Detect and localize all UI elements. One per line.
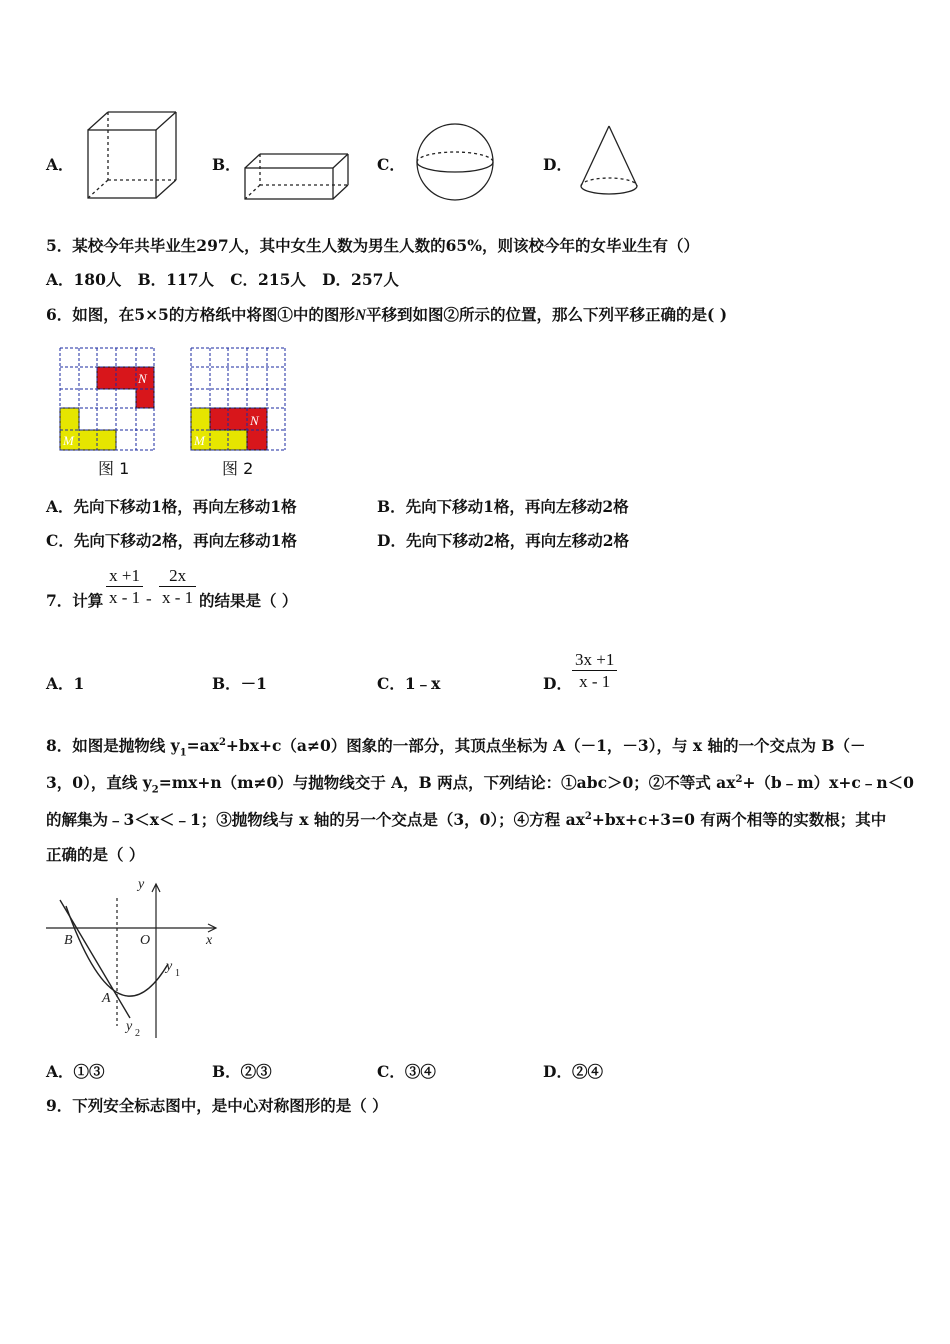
cuboid-figure — [242, 150, 352, 202]
q6-figure-2 — [189, 346, 289, 452]
q8-option-d: D．②④ — [543, 1062, 603, 1081]
q8-line-1-part-b: =ax — [186, 736, 219, 756]
graph-label-y1: y — [166, 959, 173, 974]
q8-line-2-subscript: 2 — [151, 784, 159, 796]
q8-line-2 — [46, 770, 914, 800]
q6-figure-2-caption: 图 2 — [222, 459, 254, 478]
cube-figure — [82, 110, 182, 200]
q6-figure-1 — [58, 346, 158, 452]
q9-stem: 9．下列安全标志图中，是中心对称图形的是（ ） — [46, 1096, 388, 1115]
q4-option-a-label: A． — [46, 155, 74, 174]
q6-stem-variable: N — [354, 307, 367, 324]
q7-suffix: 的结果是（ ） — [199, 591, 298, 610]
q8-option-c: C．③④ — [377, 1062, 436, 1081]
graph-label-y: y — [138, 877, 145, 892]
q7-fraction-1-denominator: x - 1 — [109, 588, 141, 607]
q8-line-3-part-a: 的解集为﹣3＜x＜﹣1；③抛物线与 x 轴的另一个交点是（3，0）；④方程 ax — [46, 810, 585, 830]
q8-line-3-superscript: 2 — [584, 811, 592, 822]
q7-fraction-2-denominator: x - 1 — [162, 588, 194, 607]
q6-stem — [46, 305, 727, 326]
q8-line-2-part-b: =mx+n（m≠0）与抛物线交于 A，B 两点，下列结论：①abc＞0；②不等式 ax — [158, 773, 736, 793]
q6-stem-part2: 平移到如图②所示的位置，那么下列平移正确的是( ) — [366, 305, 728, 324]
q4-option-c-label: C． — [377, 155, 405, 174]
q7-option-b: B．－1 — [212, 674, 267, 693]
graph-label-b: B — [64, 933, 73, 948]
q8-parabola-graph — [44, 876, 224, 1046]
q7-option-d-fraction — [572, 650, 617, 693]
q8-line-1 — [46, 733, 866, 763]
q8-line-1-superscript: 2 — [218, 737, 226, 748]
graph-label-x: x — [206, 933, 213, 948]
figure1-label-n: N — [138, 371, 147, 386]
q6-figure-1-caption: 图 1 — [98, 459, 130, 478]
q7-option-d-numerator: 3x +1 — [572, 650, 617, 671]
q7-fraction-1-numerator: x +1 — [106, 566, 143, 587]
graph-label-y2-sub: 2 — [135, 1028, 140, 1039]
q8-line-4: 正确的是（ ） — [46, 845, 145, 864]
q6-option-d: D．先向下移动2格，再向左移动2格 — [377, 531, 630, 550]
graph-label-y1-sub: 1 — [175, 968, 180, 979]
q5-options: A．180人 B．117人 C．215人 D．257人 — [46, 270, 399, 289]
q8-line-2-superscript: 2 — [735, 774, 743, 785]
q7-option-d-denominator: x - 1 — [579, 672, 611, 691]
q7-fraction-1 — [106, 566, 143, 609]
figure1-label-m: M — [63, 433, 74, 448]
q7-fraction-2 — [159, 566, 196, 609]
graph-label-origin: O — [140, 933, 151, 948]
q8-line-1-part-a: 8．如图是抛物线 y — [46, 736, 180, 756]
graph-label-y2: y — [126, 1019, 133, 1034]
q8-option-b: B．②③ — [212, 1062, 272, 1081]
q7-option-c: C．1﹣x — [377, 674, 441, 693]
q6-option-b: B．先向下移动1格，再向左移动2格 — [377, 497, 629, 516]
q8-line-3-part-b: +bx+c+3=0 有两个相等的实数根；其中 — [591, 810, 887, 830]
q6-stem-part1: 6．如图，在5×5的方格纸中将图①中的图形 — [46, 305, 355, 324]
figure2-label-m: M — [194, 433, 205, 448]
q8-line-2-part-c: +（b﹣m）x+c﹣n＜0 — [742, 773, 914, 793]
q4-option-b-label: B． — [212, 155, 241, 174]
sphere-figure — [414, 122, 496, 202]
q8-line-1-subscript: 1 — [179, 747, 187, 759]
q4-option-d-label: D． — [543, 155, 572, 174]
q8-option-a: A．①③ — [46, 1062, 105, 1081]
line-y2 — [60, 900, 130, 1018]
q5-stem: 5．某校今年共毕业生297人，其中女生人数为男生人数的65%，则该校今年的女毕业生有（） — [46, 236, 699, 255]
q7-fraction-2-numerator: 2x — [159, 566, 196, 587]
graph-label-a: A — [102, 991, 111, 1006]
q7-option-d-label: D． — [543, 674, 572, 693]
figure2-label-n: N — [250, 413, 259, 428]
q7-prefix: 7．计算 — [46, 591, 104, 610]
q6-option-c: C．先向下移动2格，再向左移动1格 — [46, 531, 297, 550]
q8-line-1-part-c: +bx+c（a≠0）图象的一部分，其顶点坐标为 A（－1，－3），与 x 轴的一个交点为 B（－ — [225, 736, 866, 756]
q7-minus: - — [146, 589, 152, 608]
q7-option-a: A．1 — [46, 674, 85, 693]
q8-line-3 — [46, 807, 886, 830]
q6-option-a: A．先向下移动1格，再向左移动1格 — [46, 497, 297, 516]
cone-figure — [578, 124, 640, 198]
q8-line-2-part-a: 3，0），直线 y — [46, 773, 152, 793]
